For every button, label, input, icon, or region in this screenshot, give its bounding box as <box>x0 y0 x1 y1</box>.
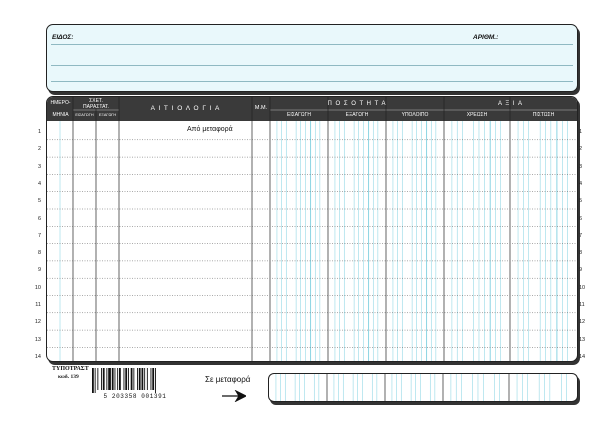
row-number-left: 9 <box>37 267 41 274</box>
barcode-bar <box>139 368 141 390</box>
ledger-grid <box>47 97 577 361</box>
header-form-box <box>46 24 578 92</box>
col-sxet-label-1: ΣΧΕΤ. <box>89 98 103 104</box>
barcode-bar <box>131 368 133 390</box>
col-date-label-1: ΗΜΕΡΟ- <box>50 100 71 106</box>
row-number-left: 11 <box>35 302 41 308</box>
row-number-left: 10 <box>34 284 41 291</box>
barcode-bar <box>125 368 127 390</box>
row-number-right: 5 <box>579 198 583 205</box>
barcode-bar <box>119 368 121 390</box>
col-axia-pistosi: ΠΙΣΤΩΣΗ <box>532 112 555 118</box>
col-pos-ypoloipo: ΥΠΟΛΟΙΠΟ <box>401 112 429 118</box>
row-number-right: 3 <box>579 163 583 170</box>
col-axia: Α Ξ Ι Α <box>498 101 523 107</box>
ledger-table <box>46 96 578 362</box>
col-sxet-eisagogi: ΕΙΣΑΓΩΓΗ <box>75 113 94 117</box>
row-number-right: 7 <box>579 232 583 239</box>
arithm-label: ΑΡΙΘΜ.: <box>473 34 499 41</box>
barcode-bar <box>128 368 129 390</box>
col-pos-eisagogi: ΕΙΣΑΓΩΓΗ <box>286 112 311 118</box>
barcode-bar <box>152 368 154 390</box>
row-number-left: 6 <box>37 215 41 222</box>
header-line-1[interactable] <box>51 44 573 45</box>
carry-to-label: Σε μεταφορά <box>205 375 251 384</box>
barcode-bar <box>147 368 148 390</box>
row-number-right: 14 <box>579 353 586 360</box>
product-code: κωδ. 139 <box>58 374 79 380</box>
row-number-left: 8 <box>37 250 41 257</box>
barcode-bar <box>95 368 96 393</box>
row-number-left: 13 <box>34 336 41 343</box>
carry-to-box[interactable] <box>268 373 578 402</box>
printer-name: ΤΥΠΟΤΡΑΣΤ <box>52 366 89 372</box>
row-number-left: 3 <box>37 163 41 170</box>
row-number-left: 12 <box>34 319 41 326</box>
row-number-left: 5 <box>37 198 41 205</box>
barcode-bar <box>108 368 111 390</box>
barcode-bar <box>115 368 116 390</box>
barcode-bar <box>155 368 156 393</box>
row-number-right: 10 <box>579 284 586 291</box>
row-number-right: 9 <box>579 267 583 274</box>
row-number-right: 12 <box>579 319 586 326</box>
arrow-right-icon <box>222 390 246 402</box>
header-line-2[interactable] <box>51 65 573 66</box>
row-number-right: 11 <box>579 302 585 308</box>
header-line-3[interactable] <box>51 81 573 82</box>
row-number-left: 1 <box>37 129 41 135</box>
row-number-right: 13 <box>579 336 586 343</box>
row-number-left: 4 <box>37 180 41 187</box>
row-number-left: 14 <box>34 353 41 360</box>
row-number-right: 1 <box>579 129 583 135</box>
row-number-right: 2 <box>579 146 583 153</box>
col-pos-exagogi: ΕΞΑΓΩΓΗ <box>345 112 369 118</box>
barcode-bar <box>144 368 145 390</box>
row-number-left: 2 <box>37 146 41 153</box>
col-aitiologia: Α Ι Τ Ι Ο Λ Ο Γ Ι Α <box>150 105 221 112</box>
barcode-bar <box>112 368 114 390</box>
barcode-bar <box>151 368 152 390</box>
col-posotita: Π Ο Σ Ο Τ Η Τ Α <box>327 101 387 107</box>
barcode-bar <box>117 368 118 390</box>
barcode-bar <box>97 368 98 390</box>
barcode-bar <box>124 368 125 390</box>
barcode-bar <box>103 368 105 390</box>
row-number-right: 4 <box>579 180 583 187</box>
col-sxet-exagogi: ΕΞΑΓΩΓΗ <box>98 113 117 117</box>
eidos-label: ΕΙΔΟΣ: <box>52 34 74 41</box>
barcode-bar <box>137 368 138 390</box>
col-mm: Μ.Μ. <box>254 105 268 111</box>
col-axia-xreosi: ΧΡΕΩΣΗ <box>466 112 488 118</box>
barcode-bar <box>133 368 134 390</box>
row-number-left: 7 <box>37 232 41 239</box>
col-date-label-2: ΜΗΝΙΑ <box>52 112 69 118</box>
barcode-bar <box>101 368 102 390</box>
col-sxet-label-2: ΠΑΡΑΣΤΑΤ. <box>83 104 109 110</box>
barcode-digits: 5 203358 001391 <box>103 393 167 400</box>
carry-to-grid <box>269 374 577 401</box>
row-number-right: 6 <box>579 215 583 222</box>
barcode-bar <box>106 368 107 390</box>
barcode-bar <box>142 368 144 390</box>
barcode-bar <box>92 368 94 393</box>
carry-from-text: Από μεταφορά <box>187 126 233 133</box>
row-number-right: 8 <box>579 250 583 257</box>
